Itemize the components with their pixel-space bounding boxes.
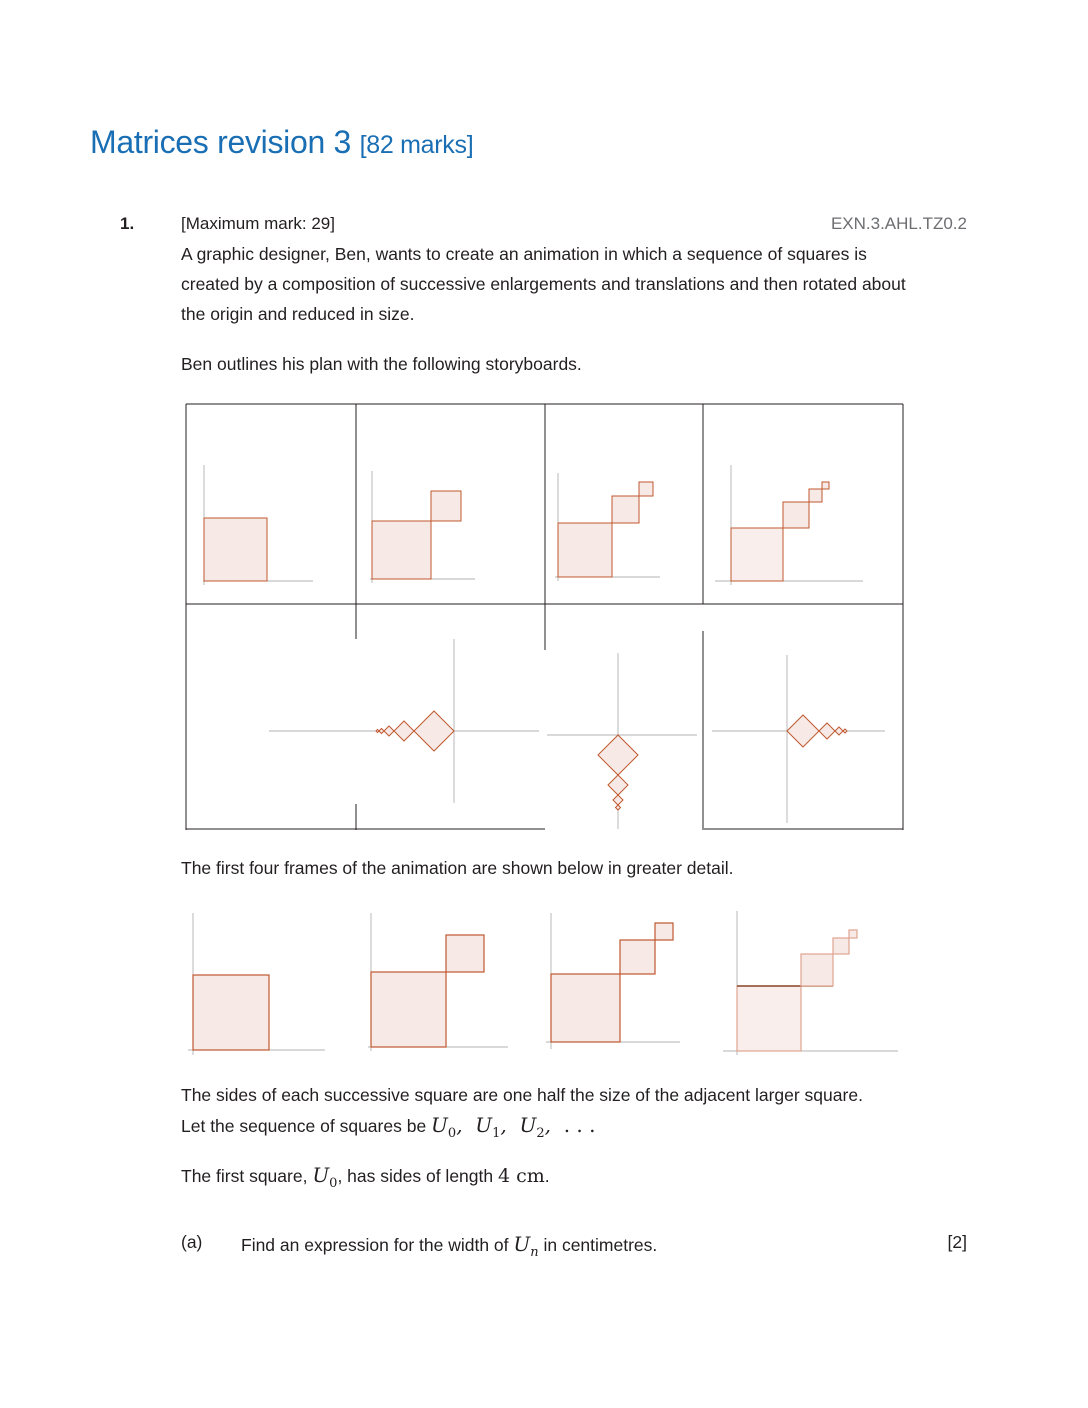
square-u2 [639,482,653,496]
frame-2 [368,913,508,1051]
frame-4 [723,911,898,1055]
square-u1-rotated [394,721,414,741]
question-code: EXN.3.AHL.TZ0.2 [830,214,967,233]
square-u3 [822,482,829,489]
title-marks: [82 marks] [359,131,474,159]
square-u2-rotated [613,795,623,805]
first-end: . [544,1166,550,1186]
storyboard-panel-7 [712,655,885,823]
page-title [90,124,473,161]
sequence-line [181,1110,921,1149]
title-text: Matrices revision 3 [90,124,352,160]
square-u2-rotated [384,726,394,736]
question-number: 1. [120,214,135,233]
square-u0-rotated [414,711,454,751]
square-u3-rotated [616,805,621,810]
part-a-label: (a) [181,1232,203,1252]
square-u2 [833,938,849,954]
square-u0 [737,986,801,1051]
maximum-mark: [Maximum mark: 29] [181,214,335,233]
square-u3-rotated [379,729,384,734]
part-a-suffix: in centimetres. [538,1235,658,1255]
question-intro: A graphic designer, Ben, wants to create an animation in which a sequence of squares is created by a composition of successive enlargements and translations and then rotated about the origin and reduced in size. [181,244,906,324]
frame-1 [188,913,325,1055]
storyboard-intro: Ben outlines his plan with the following storyboards. [181,354,582,374]
square-u0 [371,972,446,1047]
part-a-symbol: $U_n$ [513,1232,539,1260]
part-a-text [241,1232,657,1260]
square-u1 [620,940,655,974]
storyboard-panel-4 [715,465,863,585]
square-u0 [193,975,269,1050]
square-u0-rotated [598,735,638,775]
sequence-math: $U_0$, $U_1$, $U_2$, . . . [431,1113,596,1141]
frame-3 [546,913,680,1049]
part-a-prefix: Find an expression for the width of [241,1235,514,1255]
square-u1 [612,496,639,523]
storyboard-panel-2 [370,471,475,583]
frames-figure [170,905,910,1065]
square-u1 [446,935,484,972]
square-u0 [731,528,783,581]
square-u0 [551,974,620,1042]
storyboard-panel-1 [203,465,313,585]
square-u4-rotated [376,730,379,733]
square-u1-rotated [608,775,628,795]
storyboard-panel-6 [547,653,697,829]
square-u3 [849,930,857,938]
square-u2 [655,923,673,940]
square-u1 [431,491,461,521]
square-u1 [783,502,809,528]
square-u2 [809,489,822,502]
storyboard-panel-3 [555,473,660,581]
part-a-marks: [2] [947,1232,967,1252]
square-u0 [558,523,612,577]
sequence-prefix: Let the sequence of squares be [181,1116,432,1136]
sides-text: The sides of each successive square are one half the size of the adjacent larger square. [181,1085,863,1105]
storyboard-panel-5 [269,639,539,803]
first-square-line [181,1160,921,1199]
storyboard-figure [185,403,904,831]
square-u0-rotated [787,715,819,747]
first-length: 4 cm [497,1165,545,1187]
first-prefix: The first square, [181,1166,313,1186]
frames-intro: The first four frames of the animation are shown below in greater detail. [181,858,734,878]
square-u0 [204,518,267,581]
square-u1-rotated [819,723,835,739]
square-u1 [801,954,833,986]
square-u0 [372,521,431,579]
storyboard-grid-lines [186,404,903,830]
square-u2-rotated [835,727,843,735]
first-suffix: , has sides of length [337,1166,498,1186]
first-square-symbol: $U_0$ [312,1163,338,1191]
square-u3-rotated [843,729,847,733]
